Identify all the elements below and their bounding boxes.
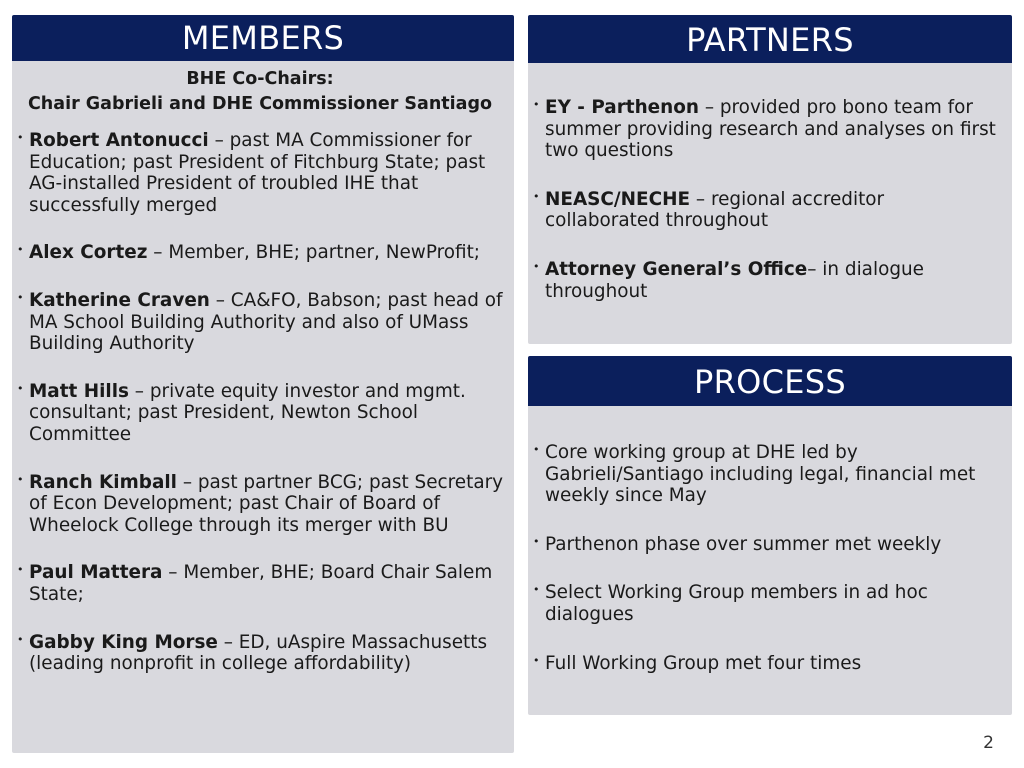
- members-content: [14, 67, 506, 675]
- bullet-icon: •: [533, 98, 540, 111]
- bullet-icon: •: [17, 243, 24, 257]
- page-number: 2: [983, 733, 994, 753]
- bullet-icon: •: [533, 653, 540, 667]
- bullet-icon: •: [17, 472, 24, 486]
- process-content: [530, 442, 1004, 674]
- bullet-icon: •: [533, 583, 540, 597]
- member-item: • Alex Cortez – Member, BHE; partner, NewProfit;: [17, 242, 481, 264]
- partners-header: PARTNERS: [528, 15, 1012, 63]
- process-header: PROCESS: [528, 356, 1012, 406]
- process-item: • Core working group at DHE led by Gabrieli/Santiago including legal, financial met weekly since May: [533, 442, 976, 507]
- partner-item: • NEASC/NECHE – regional accreditor collaborated throughout: [533, 188, 885, 232]
- member-item: • Gabby King Morse – ED, uAspire Massachusetts (leading nonprofit in college affordability): [17, 631, 488, 675]
- bullet-icon: •: [533, 189, 540, 203]
- process-item: • Full Working Group met four times: [533, 652, 862, 674]
- bullet-icon: •: [17, 381, 24, 395]
- member-item: • Ranch Kimball – past partner BCG; past Secretary of Econ Development; past Chair of Board of Wheelock College through its merger with BU: [17, 471, 504, 536]
- process-item: • Select Working Group members in ad hoc dialogues: [533, 582, 928, 625]
- member-item: • Katherine Craven – CA&FO, Babson; past head of MA School Building Authority and also of UMass Building Authority: [17, 289, 503, 355]
- partner-item: • Attorney General’s Office– in dialogue throughout: [533, 258, 924, 302]
- process-item: • Parthenon phase over summer met weekly: [533, 533, 942, 555]
- members-header: MEMBERS: [12, 15, 514, 61]
- member-item: • Matt Hills – private equity investor and mgmt. consultant; past President, Newton School Committee: [17, 380, 466, 445]
- cochairs-title: BHE Co-Chairs:: [186, 69, 334, 89]
- bullet-icon: •: [533, 259, 540, 273]
- bullet-icon: •: [533, 443, 540, 456]
- bullet-icon: •: [17, 131, 24, 144]
- bullet-icon: •: [17, 290, 24, 304]
- member-item: • Paul Mattera – Member, BHE; Board Chair Salem State;: [17, 562, 493, 605]
- cochairs-names: Chair Gabrieli and DHE Commissioner Santiago: [27, 94, 493, 114]
- bullet-icon: •: [17, 632, 24, 646]
- partners-content: [530, 97, 1004, 302]
- bullet-icon: •: [17, 563, 24, 577]
- partner-item: • EY - Parthenon – provided pro bono team for summer providing research and analyses on first two questions: [533, 97, 996, 162]
- bullet-icon: •: [533, 534, 540, 548]
- member-item: • Robert Antonucci – past MA Commissioner for Education; past President of Fitchburg State; past AG-installed President of troubled IHE that successfully merged: [17, 130, 486, 216]
